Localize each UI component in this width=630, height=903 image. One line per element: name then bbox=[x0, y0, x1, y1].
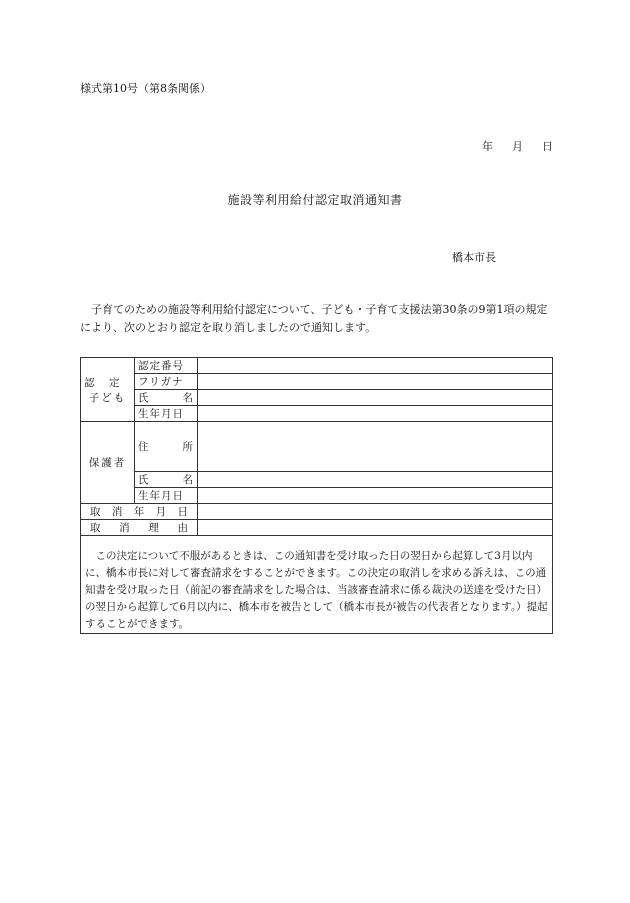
date-month-label: 月 bbox=[512, 140, 523, 153]
date-day-label: 日 bbox=[542, 140, 553, 153]
guardian-birthdate-label: 生年月日 bbox=[135, 488, 198, 504]
document-title: 施設等利用給付認定取消通知書 bbox=[227, 193, 403, 207]
guardian-group-label: 保護者 bbox=[81, 422, 135, 504]
guardian-address-field[interactable] bbox=[198, 422, 553, 472]
table-row bbox=[81, 520, 553, 536]
info-table bbox=[80, 357, 553, 634]
table-row bbox=[81, 488, 553, 504]
table-row bbox=[81, 422, 553, 472]
cancel-reason-field[interactable] bbox=[198, 520, 553, 536]
table-row bbox=[81, 358, 553, 374]
child-group-label bbox=[81, 358, 135, 422]
child-birthdate-field[interactable] bbox=[198, 406, 553, 422]
issuer-name: 橋本市長 bbox=[452, 251, 496, 264]
child-group-line1: 認 定 bbox=[84, 376, 122, 389]
cancel-date-label: 取 消 年 月 日 bbox=[81, 504, 198, 520]
cert-number-label: 認定番号 bbox=[135, 358, 198, 374]
cert-number-field[interactable] bbox=[198, 358, 553, 374]
guardian-name-field[interactable] bbox=[198, 472, 553, 488]
child-group-line2: 子ども bbox=[88, 391, 127, 404]
guardian-address-label: 住 所 bbox=[135, 422, 198, 472]
child-name-label: 氏 名 bbox=[135, 390, 198, 406]
table-row bbox=[81, 406, 553, 422]
date-year-label: 年 bbox=[482, 140, 493, 153]
form-number: 様式第10号（第8条関係） bbox=[80, 82, 211, 95]
table-row bbox=[81, 390, 553, 406]
table-row bbox=[81, 504, 553, 520]
table-row bbox=[81, 536, 553, 634]
cancel-reason-label: 取 消 理 由 bbox=[81, 520, 198, 536]
guardian-name-label: 氏 名 bbox=[135, 472, 198, 488]
child-birthdate-label: 生年月日 bbox=[135, 406, 198, 422]
furigana-label: フリガナ bbox=[135, 374, 198, 390]
furigana-field[interactable] bbox=[198, 374, 553, 390]
cancel-date-field[interactable] bbox=[198, 504, 553, 520]
body-paragraph: 子育てのための施設等利用給付認定について、子ども・子育て支援法第30条の9第1項の規定により、次のとおり認定を取り消しましたので通知します。 bbox=[80, 303, 548, 334]
guardian-birthdate-field[interactable] bbox=[198, 488, 553, 504]
child-name-field[interactable] bbox=[198, 390, 553, 406]
appeal-notice: この決定について不服があるときは、この通知書を受け取った日の翌日から起算して3月以内に、橋本市長に対して審査請求をすることができます。この決定の取消しを求める訴えは、この通知書を受け取った日（前記の審査請求をした場合は、当該審査請求に係る裁決の送達を受けた日）の翌日から起算して6月以内に、橋本市を被告として（橋本市長が被告の代表者となります。）提起することができます。 bbox=[81, 536, 553, 634]
table-row bbox=[81, 374, 553, 390]
table-row bbox=[81, 472, 553, 488]
